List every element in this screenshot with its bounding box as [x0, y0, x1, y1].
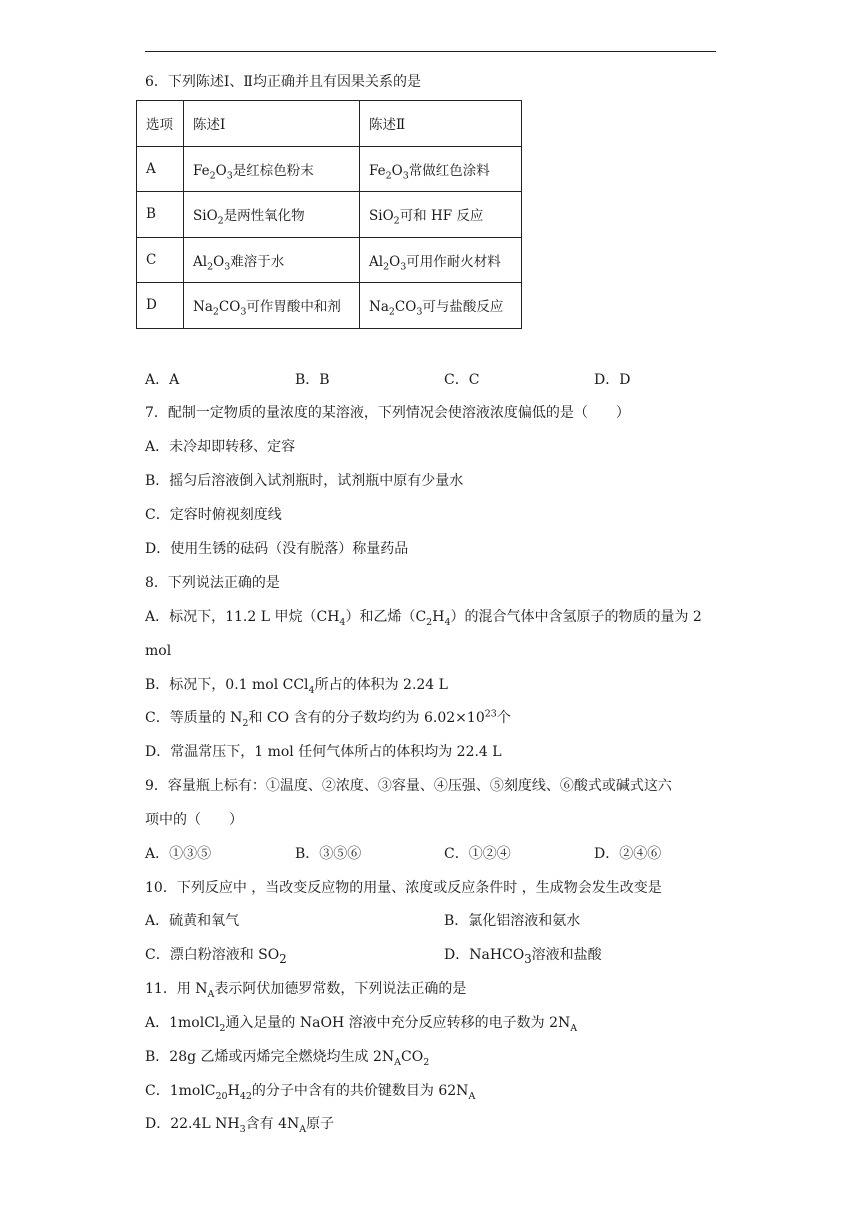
row-option: D: [137, 283, 184, 329]
statement-2-cell: $Na_2CO_3$可与盐酸反应: [360, 283, 522, 329]
q11-option-d: D．22.4L $NH_3$含有 $4N_A$原子: [145, 1116, 335, 1135]
q10-option-b: B．氯化铝溶液和氨水: [444, 913, 581, 929]
q8-option-a-continued: mol: [145, 643, 172, 659]
q9-option-a: A．①③⑤: [145, 846, 212, 862]
statement-2-cell: SiO$_2$可和 HF 反应: [360, 192, 522, 238]
q8-option-b: B．标况下，0.1 mol CCl$_4$所占的体积为 2.24 L: [145, 677, 448, 696]
q7-stem: 7．配制一定物质的量浓度的某溶液，下列情况会使溶液浓度偏低的是（ ）: [145, 405, 630, 421]
q6-option-c: C．C: [444, 372, 480, 388]
row-option: A: [137, 146, 184, 192]
q6-stem: 6．下列陈述Ⅰ、Ⅱ均正确并且有因果关系的是: [145, 74, 421, 90]
statement-1-cell: SiO$_2$是两性氧化物: [184, 192, 360, 238]
q6-option-b: B．B: [295, 372, 330, 388]
q10-option-c: C．漂白粉溶液和 $SO_2$: [145, 947, 287, 966]
q10-option-a: A．硫黄和氧气: [145, 913, 240, 929]
q9-option-c: C．①②④: [444, 846, 511, 862]
q6-option-d: D．D: [594, 372, 631, 388]
q9-stem-continued: 项中的（ ）: [145, 812, 243, 828]
statement-1-cell: $Fe_2O_3$是红棕色粉末: [184, 146, 360, 192]
statement-2-cell: $Fe_2O_3$常做红色涂料: [360, 146, 522, 192]
table-row: [137, 237, 522, 283]
header-option: 选项: [137, 101, 184, 147]
table-row: [137, 146, 522, 192]
statement-2-cell: $Al_2O_3$可用作耐火材料: [360, 237, 522, 283]
q8-option-d: D．常温常压下，1 mol 任何气体所占的体积均为 22.4 L: [145, 744, 502, 760]
q7-option-a: A．未冷却即转移、定容: [145, 439, 296, 455]
row-option: C: [137, 237, 184, 283]
header-rule: [145, 51, 716, 52]
q9-option-d: D．②④⑥: [594, 846, 662, 862]
statement-1-cell: $Al_2O_3$难溶于水: [184, 237, 360, 283]
q11-option-c: C．$1molC_{20}H_{42}$的分子中含有的共价键数目为 $62N_A$: [145, 1083, 476, 1102]
row-option: B: [137, 192, 184, 238]
q8-stem: 8．下列说法正确的是: [145, 575, 280, 591]
header-statement-2: 陈述Ⅱ: [360, 101, 522, 147]
q11-option-a: A．1molCl$_2$通入足量的 NaOH 溶液中充分反应转移的电子数为 $2N_A$: [145, 1015, 578, 1034]
q6-option-a: A．A: [145, 372, 180, 388]
q11-stem: 11．用 $N_A$表示阿伏加德罗常数，下列说法正确的是: [145, 981, 467, 1000]
q6-table: [136, 100, 522, 329]
q7-option-d: D．使用生锈的砝码（没有脱落）称量药品: [145, 541, 409, 557]
q9-option-b: B．③⑤⑥: [295, 846, 362, 862]
q7-option-c: C．定容时俯视刻度线: [145, 507, 282, 523]
q9-stem: 9．容量瓶上标有：①温度、②浓度、③容量、④压强、⑤刻度线、⑥酸式或碱式这六: [145, 778, 672, 794]
q11-option-b: B．28g 乙烯或丙烯完全燃烧均生成 $2N_ACO_2$: [145, 1049, 430, 1068]
statement-1-cell: $Na_2CO_3$可作胃酸中和剂: [184, 283, 360, 329]
q10-option-d: D．NaHCO$_3$溶液和盐酸: [444, 947, 602, 966]
q7-option-b: B．摇匀后溶液倒入试剂瓶时，试剂瓶中原有少量水: [145, 473, 464, 489]
table-header-row: [137, 101, 522, 147]
table-row: [137, 283, 522, 329]
q10-stem: 10．下列反应中 ，当改变反应物的用量、浓度或反应条件时 ，生成物会发生改变是: [145, 880, 662, 896]
q8-option-a: A．标况下，11.2 L 甲烷$(CH_4)$和乙烯$(C_2H_4)$的混合气体中含氢原子的物质的量为 2: [145, 609, 702, 628]
table-row: [137, 192, 522, 238]
q8-option-c: C．等质量的 $N_2$和 CO 含有的分子数均约为 $6.02\times 10^{23}$个: [145, 708, 511, 729]
header-statement-1: 陈述Ⅰ: [184, 101, 360, 147]
